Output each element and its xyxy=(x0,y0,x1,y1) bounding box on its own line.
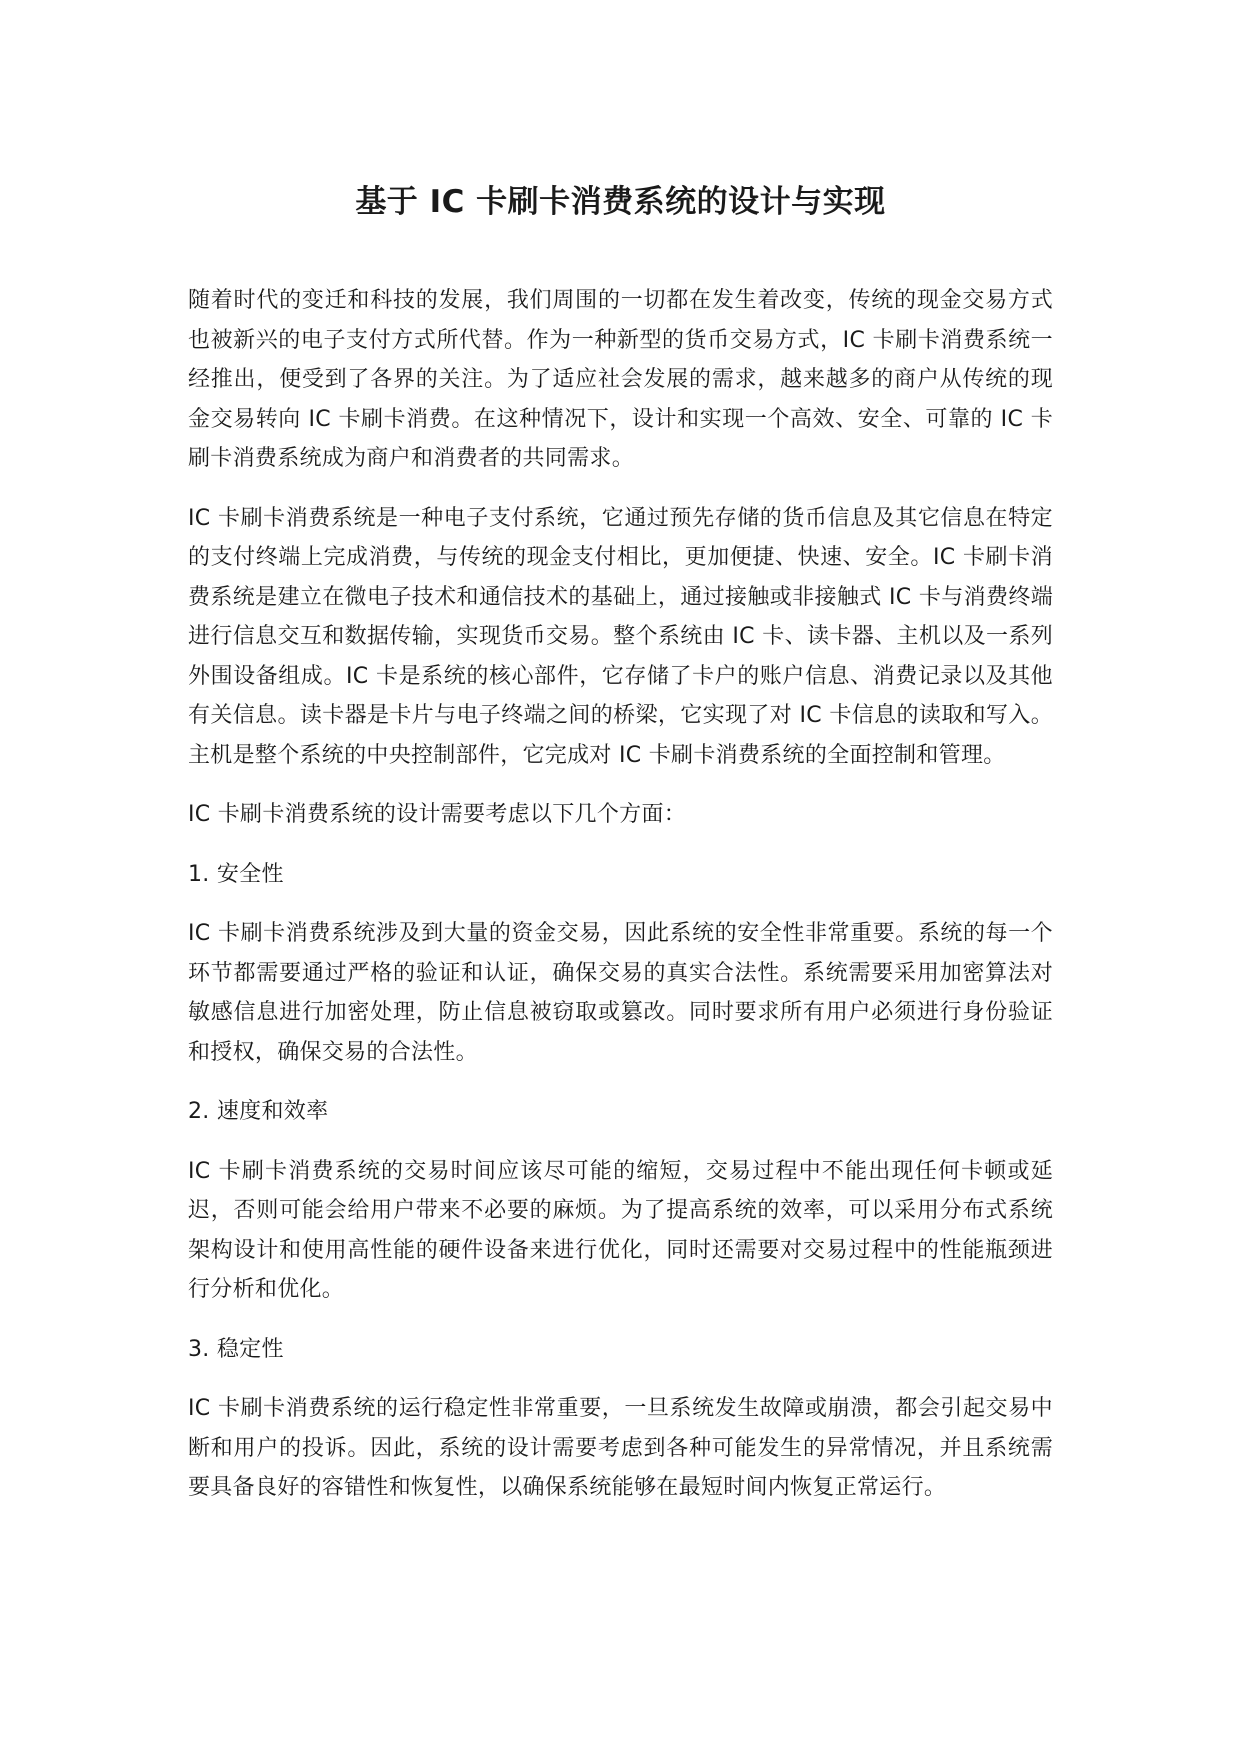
considerations-intro: IC 卡刷卡消费系统的设计需要考虑以下几个方面： xyxy=(188,802,687,827)
section-text-security: IC 卡刷卡消费系统涉及到大量的资金交易，因此系统的安全性非常重要。系统的每一个环节都需要通过严格的验证和认证，确保交易的真实合法性。系统需要采用加密算法对敏感信息进行加密处理，防止信息被窃取或篡改。同时要求所有用户必须进行身份验证和授权，确保交易的合法性。 xyxy=(188,921,1053,1065)
section-heading-security: 1. 安全性 xyxy=(188,861,284,887)
section-heading-speed: 2. 速度和效率 xyxy=(188,1099,329,1124)
section-text-speed: IC 卡刷卡消费系统的交易时间应该尽可能的缩短，交易过程中不能出现任何卡顿或延迟，否则可能会给用户带来不必要的麻烦。为了提高系统的效率，可以采用分布式系统架构设计和使用高性能的硬件设备来进行优化，同时还需要对交易过程中的性能瓶颈进行分析和优化。 xyxy=(188,1158,1053,1302)
document-title: 基于 IC 卡刷卡消费系统的设计与实现 xyxy=(355,184,886,220)
intro-paragraph: 随着时代的变迁和科技的发展，我们周围的一切都在发生着改变，传统的现金交易方式也被新兴的电子支付方式所代替。作为一种新型的货币交易方式，IC 卡刷卡消费系统一经推出，便受到了各界的关注。为了适应社会发展的需求，越来越多的商户从传统的现金交易转向 IC 卡刷卡消费。在这种情况下，设计和实现一个高效、安全、可靠的 IC 卡刷卡消费系统成为商户和消费者的共同需求。 xyxy=(188,288,1053,471)
section-text-stability: IC 卡刷卡消费系统的运行稳定性非常重要，一旦系统发生故障或崩溃，都会引起交易中断和用户的投诉。因此，系统的设计需要考虑到各种可能发生的异常情况，并且系统需要具备良好的容错性和恢复性，以确保系统能够在最短时间内恢复正常运行。 xyxy=(188,1396,1053,1500)
document-body xyxy=(188,281,1053,1528)
overview-paragraph: IC 卡刷卡消费系统是一种电子支付系统，它通过预先存储的货币信息及其它信息在特定的支付终端上完成消费，与传统的现金支付相比，更加便捷、快速、安全。IC 卡刷卡消费系统是建立在微电子技术和通信技术的基础上，通过接触或非接触式 IC 卡与消费终端进行信息交互和数据传输，实现货币交易。整个系统由 IC 卡、读卡器、主机以及一系列外围设备组成。IC 卡是系统的核心部件，它存储了卡户的账户信息、消费记录以及其他有关信息。读卡器是卡片与电子终端之间的桥梁，它实现了对 IC 卡信息的读取和写入。主机是整个系统的中央控制部件，它完成对 IC 卡刷卡消费系统的全面控制和管理。 xyxy=(188,505,1053,768)
section-heading-stability: 3. 稳定性 xyxy=(188,1336,284,1362)
